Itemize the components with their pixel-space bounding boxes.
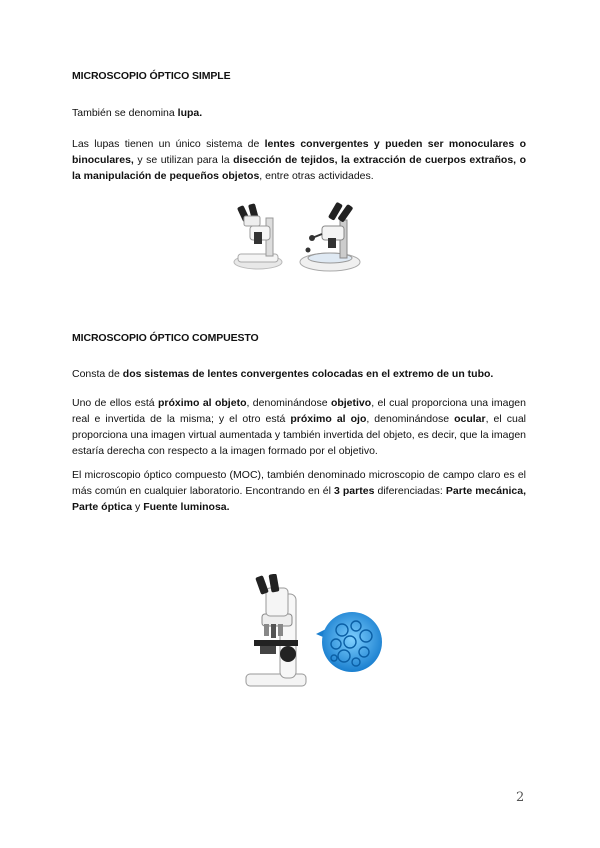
- bold-text-run: disección de tejidos, la extracción de cuerpos extraños, o la manipulación de pequeños objetos: [72, 154, 527, 182]
- bold-text-run: ocular: [454, 413, 486, 425]
- bold-text-run: lentes convergentes y pueden ser monoculares o binoculares,: [72, 138, 526, 166]
- text-run: , entre otras actividades.: [259, 170, 374, 182]
- stereo-microscope-small-illustration: [228, 196, 288, 272]
- text-run: y: [132, 501, 144, 513]
- text-run: Las lupas tienen un único sistema de: [72, 138, 265, 150]
- bold-text-run: objetivo: [330, 397, 372, 409]
- bold-text-run: Parte mecánica, Parte óptica: [72, 485, 527, 513]
- paragraph-moc: [72, 467, 526, 515]
- bold-text-run: dos sistemas de lentes convergentes colocadas en el extremo de un tubo.: [122, 368, 494, 380]
- text-run: y se utilizan para la: [133, 154, 234, 166]
- text-run: El microscopio óptico compuesto (MOC), también denominado microscopio de campo claro es el más común en cualquier laboratorio. Encontrando en él: [72, 469, 526, 497]
- text-run: También se denomina: [72, 107, 178, 119]
- paragraph-lupas-description: [72, 136, 526, 184]
- page-number: 2: [516, 790, 525, 805]
- paragraph-lentes: [72, 395, 526, 459]
- text-run: , el cual proporciona una imagen real e invertida de la misma; y el otro está: [72, 397, 526, 425]
- section-title-compound: MICROSCOPIO ÓPTICO COMPUESTO: [72, 332, 259, 344]
- text-run: diferenciadas:: [374, 485, 446, 497]
- bold-text-run: próximo al objeto: [158, 397, 247, 409]
- bold-text-run: próximo al ojo: [290, 413, 367, 425]
- stereo-microscope-large-illustration: [298, 200, 362, 274]
- text-run: , denominándose: [246, 397, 331, 409]
- magnified-cells-illustration: [314, 604, 384, 686]
- text-run: Uno de ellos está: [72, 397, 158, 409]
- bold-text-run: Fuente luminosa.: [143, 501, 230, 513]
- bold-text-run: lupa.: [177, 107, 203, 119]
- text-run: , denominándose: [366, 413, 455, 425]
- compound-microscope-illustration: [240, 574, 324, 690]
- text-run: , el cual proporciona una imagen virtual aumentada y también invertida del objeto, es decir, que la imagen estaría derecha con respecto a la imagen formado por el objetivo.: [72, 413, 526, 457]
- section-title-simple: MICROSCOPIO ÓPTICO SIMPLE: [72, 70, 231, 82]
- bold-text-run: 3 partes: [334, 485, 375, 497]
- text-run: Consta de: [72, 368, 123, 380]
- paragraph-consta: [72, 366, 526, 382]
- paragraph-lupa: [72, 105, 526, 121]
